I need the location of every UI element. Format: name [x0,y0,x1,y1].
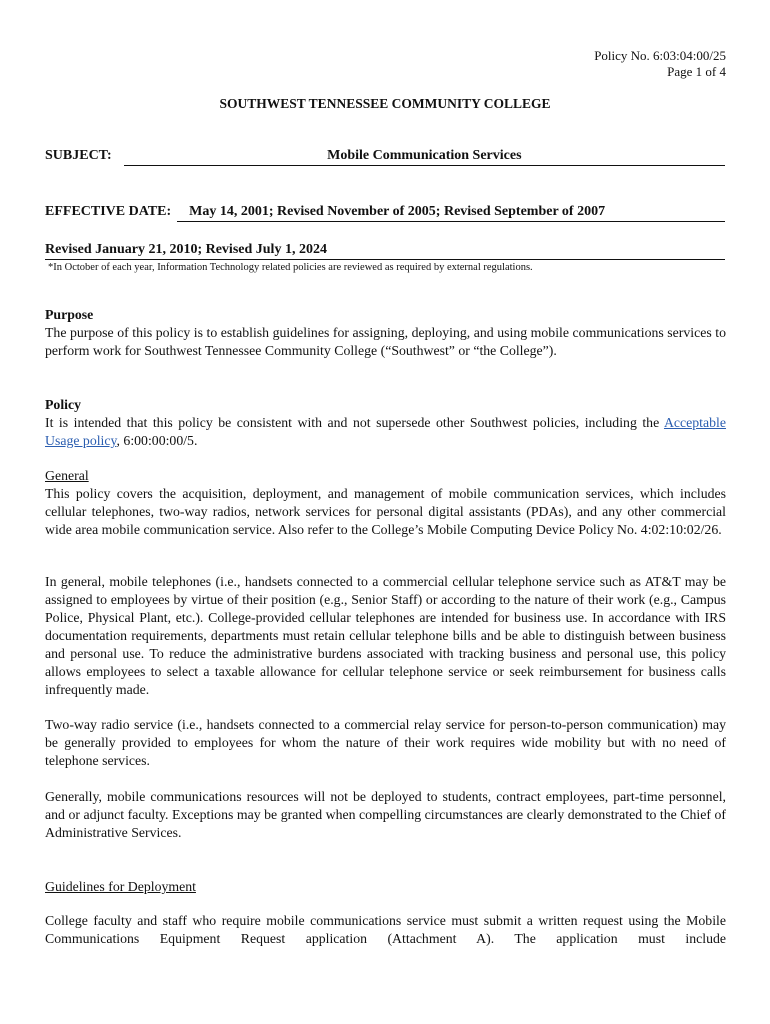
general-section [45,467,726,539]
general-paragraph-4: Generally, mobile communications resources will not be deployed to students, contract employees, part-time personnel, and or adjunct faculty. Exceptions may be granted when compelling circumstances are clearly demonstrated to the Chief of Administrative Services. [45,789,726,840]
subject-label: SUBJECT: [45,148,112,163]
policy-heading: Policy [45,397,82,412]
page-number: Page 1 of 4 [667,64,726,79]
acceptable-usage-policy-link[interactable]: Acceptable Usage policy [45,415,726,448]
subject-row [45,148,725,166]
policy-text-before: It is intended that this policy be consistent with and not supersede other Southwest policies, including the [45,415,664,430]
subject-value: Mobile Communication Services [124,148,725,166]
review-note: *In October of each year, Information Technology related policies are reviewed as required by external regulations. [48,262,533,273]
policy-text [45,414,726,450]
header-block [594,48,726,80]
deployment-paragraph-1: College faculty and staff who require mobile communications service must submit a written request using the Mobile Communications Equipment Request application (Attachment A). The application must include [45,913,726,946]
general-paragraph-2: In general, mobile telephones (i.e., handsets connected to a commercial cellular telephone service such as AT&T may be assigned to employees by virtue of their position (e.g., Senior Staff) or according to the nature of their work (e.g., Campus Police, Physical Plant, etc.). College-provided cellular telephones are intended for business use. In accordance with IRS documentation requirements, departments must retain cellular telephone bills and be able to distinguish between business and personal use. To reduce the administrative burdens associated with tracking business and personal use, this policy allows employees to select a taxable allowance for cellular telephone service or seek reimbursement for business calls infrequently made. [45,574,726,697]
deployment-heading: Guidelines for Deployment [45,879,196,894]
general-paragraph-4-block [45,788,726,842]
effective-date-label: EFFECTIVE DATE: [45,204,172,219]
general-heading: General [45,468,89,483]
deployment-section [45,878,726,948]
general-paragraph-3-block [45,716,726,770]
general-paragraph-1: This policy covers the acquisition, deployment, and management of mobile communication services, which includes cellular telephones, two-way radios, network services for personal digital assistants (PDAs), and any other commercial wide area mobile communication service. Also refer to the College’s Mobile Computing Device Policy No. 4:02:10:02/26. [45,486,726,537]
policy-number: Policy No. 6:03:04:00/25 [594,48,726,63]
purpose-section [45,306,726,360]
purpose-text: The purpose of this policy is to establish guidelines for assigning, deploying, and using mobile communications services to perform work for Southwest Tennessee Community College (“Southwest” or “the College”). [45,325,726,358]
document-title: SOUTHWEST TENNESSEE COMMUNITY COLLEGE [219,96,551,111]
revised-row [45,242,725,260]
purpose-heading: Purpose [45,307,94,322]
effective-date-row [45,204,725,222]
revised-value: Revised January 21, 2010; Revised July 1, 2024 [45,242,725,260]
effective-date-value: May 14, 2001; Revised November of 2005; Revised September of 2007 [177,204,725,222]
general-paragraph-2-block [45,573,726,699]
policy-text-after: , 6:00:00:00/5. [116,433,198,448]
policy-section [45,396,726,450]
general-paragraph-3: Two-way radio service (i.e., handsets connected to a commercial relay service for person-to-person communication) may be generally provided to employees for whom the nature of their work requires wide mobility but with no need of telephone services. [45,717,726,768]
